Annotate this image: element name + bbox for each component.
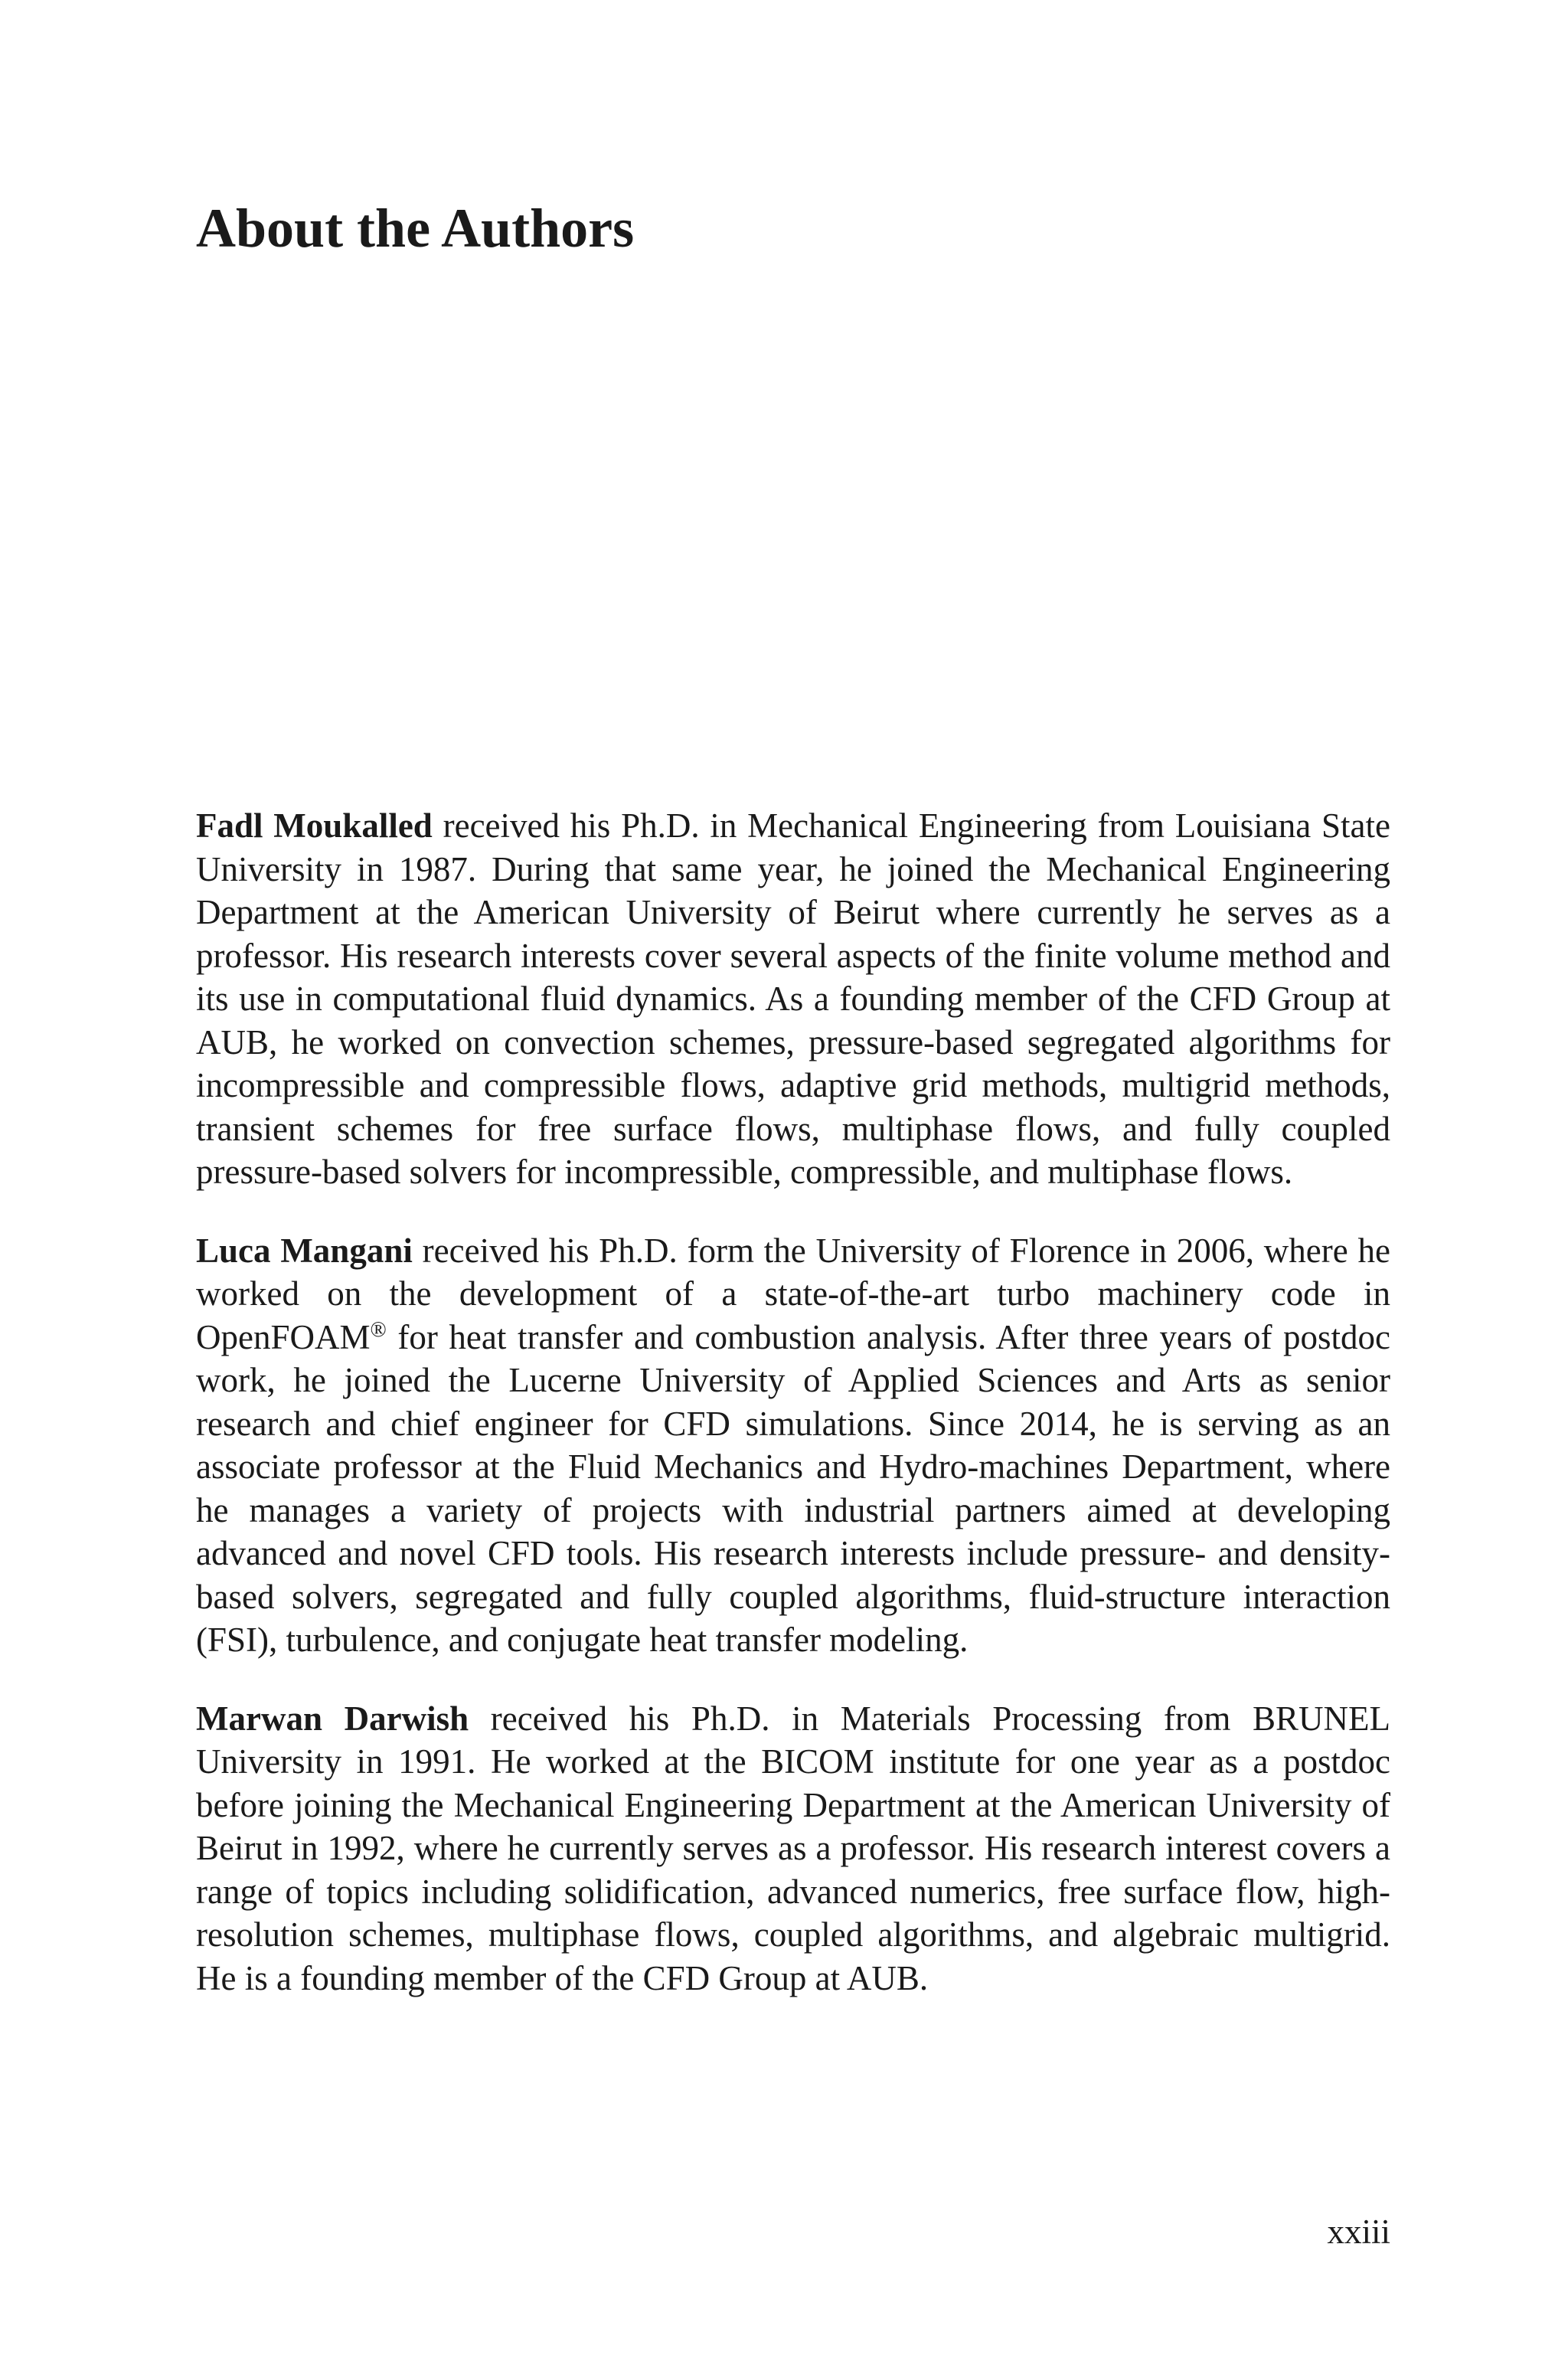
author-bio-moukalled bbox=[196, 804, 1390, 1194]
author-bio-text-continued: for heat transfer and combustion analysis. After three years of postdoc work, he joined the Lucerne University of Applied Sciences and Arts as senior research and chief engineer for CFD simulations. Since 2014, he is serving as an associate professor at the Fluid Mechanics and Hydro-machines Department, where he manages a variety of projects with industrial partners aimed at developing advanced and novel CFD tools. His research interests include pressure- and density-based solvers, segregated and fully coupled algorithms, fluid-structure interaction (FSI), turbulence, and conjugate heat transfer modeling. bbox=[196, 1317, 1390, 1659]
author-name: Luca Mangani bbox=[196, 1231, 413, 1270]
author-bio-darwish bbox=[196, 1697, 1390, 2000]
page-number: xxiii bbox=[1327, 2213, 1390, 2251]
author-bio-text: received his Ph.D. form the University of Florence in 2006, where he worked on the development of a state-of-the-art turbo machinery code in OpenFOAM bbox=[196, 1231, 1390, 1356]
author-name: Marwan Darwish bbox=[196, 1699, 469, 1738]
author-name: Fadl Moukalled bbox=[196, 806, 433, 845]
page-title: About the Authors bbox=[196, 198, 635, 259]
author-bios bbox=[196, 804, 1390, 2035]
author-bio-text: received his Ph.D. in Mechanical Engineering from Louisiana State University in 1987. During that same year, he joined the Mechanical Engineering Department at the American University of Beirut where currently he serves as a professor. His research interests cover several aspects of the finite volume method and its use in computational fluid dynamics. As a founding member of the CFD Group at AUB, he worked on convection schemes, pressure-based segregated algorithms for incompressible and compressible flows, adaptive grid methods, multigrid methods, transient schemes for free surface flows, multiphase flows, and fully coupled pressure-based solvers for incompressible, compressible, and multiphase flows. bbox=[196, 806, 1390, 1191]
author-bio-text: received his Ph.D. in Materials Processing from BRUNEL University in 1991. He worked at the BICOM institute for one year as a postdoc before joining the Mechanical Engineering Department at the American University of Beirut in 1992, where he currently serves as a professor. His research interest covers a range of topics including solidification, advanced numerics, free surface flow, high-resolution schemes, multiphase flows, coupled algorithms, and algebraic multigrid. He is a founding member of the CFD Group at AUB. bbox=[196, 1699, 1390, 1997]
registered-trademark: ® bbox=[370, 1317, 387, 1342]
author-bio-mangani bbox=[196, 1229, 1390, 1662]
